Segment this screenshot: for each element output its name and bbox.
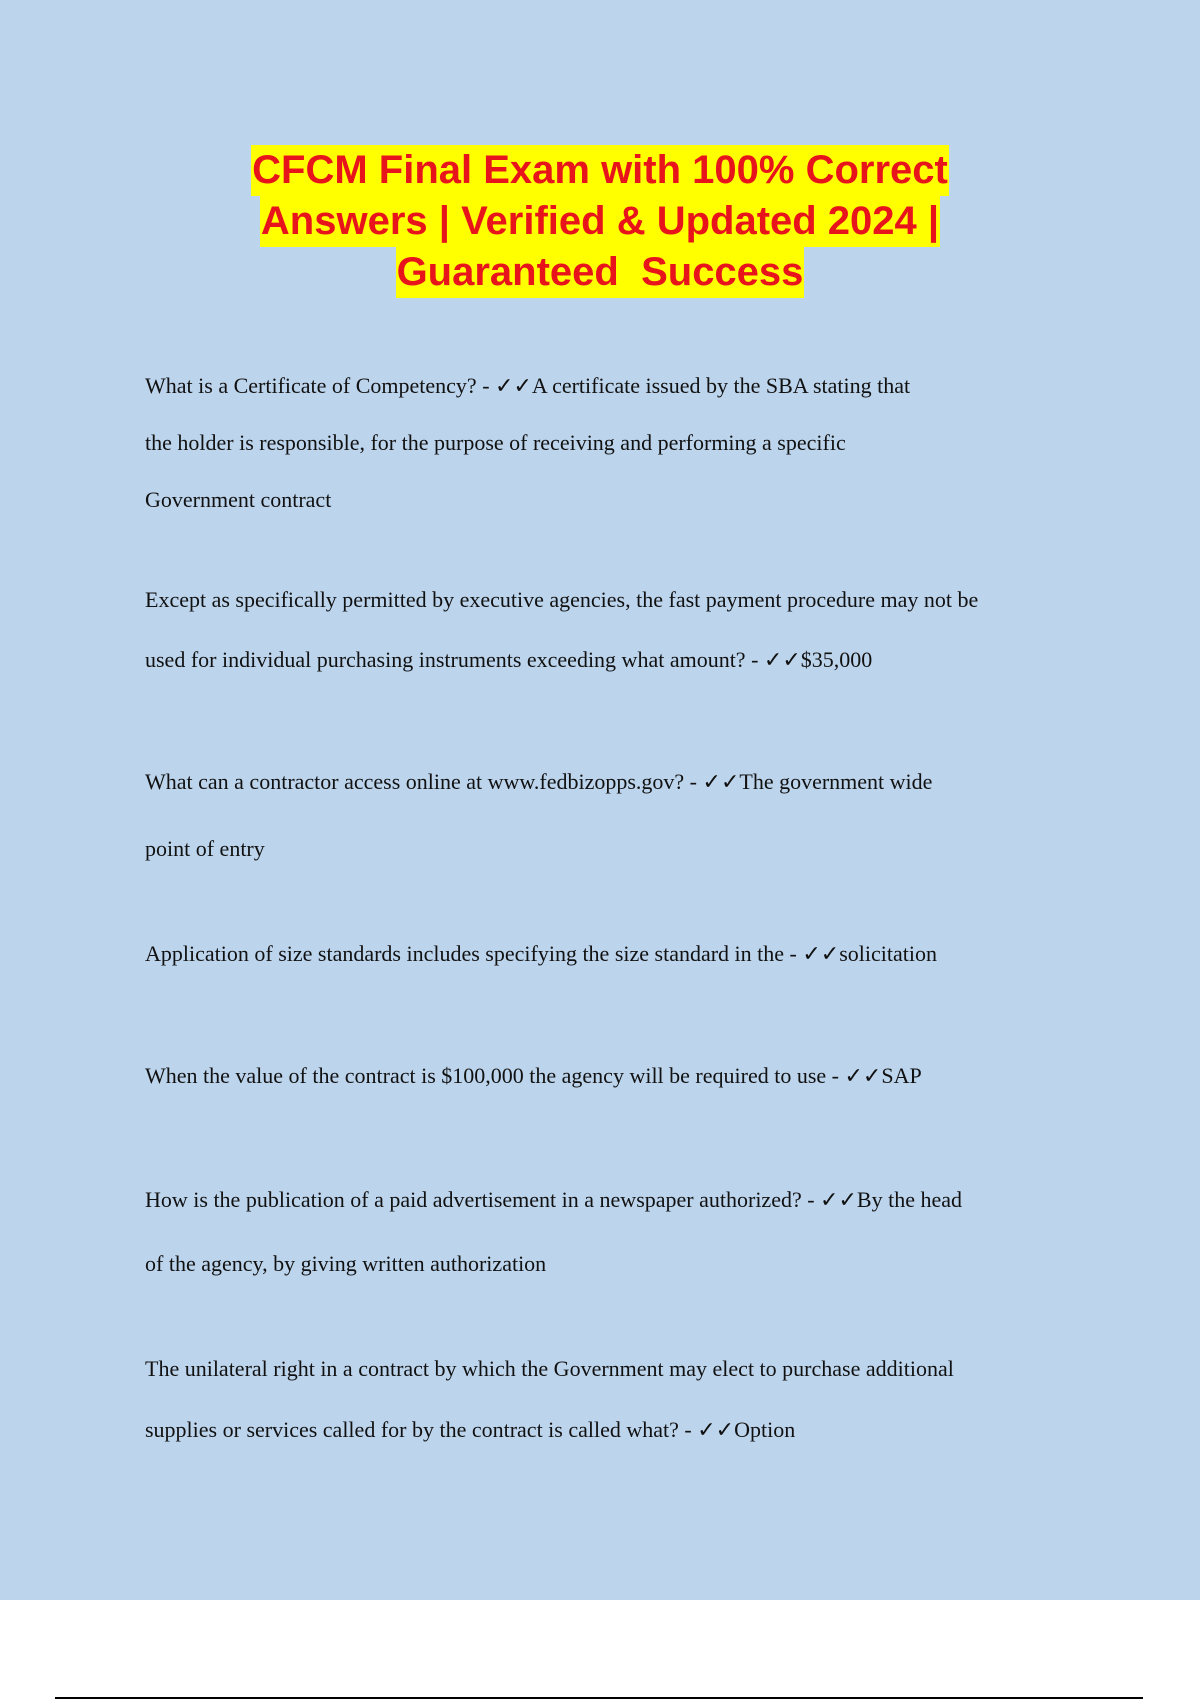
qa-item (145, 1047, 1085, 1104)
document-title (0, 145, 1200, 298)
qa-text-line: used for individual purchasing instruments exceeding what amount? - ✓✓$35,000 (145, 647, 873, 672)
qa-text-line: point of entry (145, 836, 265, 861)
title-line: Answers | Verified & Updated 2024 | (260, 196, 940, 247)
qa-text-line: the holder is responsible, for the purpose of receiving and performing a specific (145, 430, 846, 455)
qa-item (145, 357, 1085, 528)
qa-text-line: What is a Certificate of Competency? - ✓✓A certificate issued by the SBA stating that (145, 373, 911, 398)
qa-item (145, 925, 1085, 982)
qa-text-line: The unilateral right in a contract by which the Government may elect to purchase additional (145, 1356, 954, 1381)
qa-text-line: of the agency, by giving written authorization (145, 1251, 547, 1276)
qa-item (145, 1338, 1085, 1460)
qa-item (145, 748, 1085, 882)
qa-text-line: Except as specifically permitted by executive agencies, the fast payment procedure may not be (145, 587, 979, 612)
qa-item (145, 1168, 1085, 1296)
title-line: Guaranteed Success (396, 247, 805, 298)
footer-divider (55, 1697, 1143, 1699)
qa-text-line: What can a contractor access online at www.fedbizopps.gov? - ✓✓The government wide (145, 769, 933, 794)
qa-text-line: Government contract (145, 487, 332, 512)
qa-item (145, 570, 1085, 690)
qa-text-line: supplies or services called for by the contract is called what? - ✓✓Option (145, 1417, 796, 1442)
title-line: CFCM Final Exam with 100% Correct (251, 145, 949, 196)
qa-text-line: How is the publication of a paid advertisement in a newspaper authorized? - ✓✓By the head (145, 1187, 962, 1212)
qa-text-line: Application of size standards includes specifying the size standard in the - ✓✓solicitation (145, 941, 937, 966)
qa-text-line: When the value of the contract is $100,000 the agency will be required to use - ✓✓SAP (145, 1063, 922, 1088)
